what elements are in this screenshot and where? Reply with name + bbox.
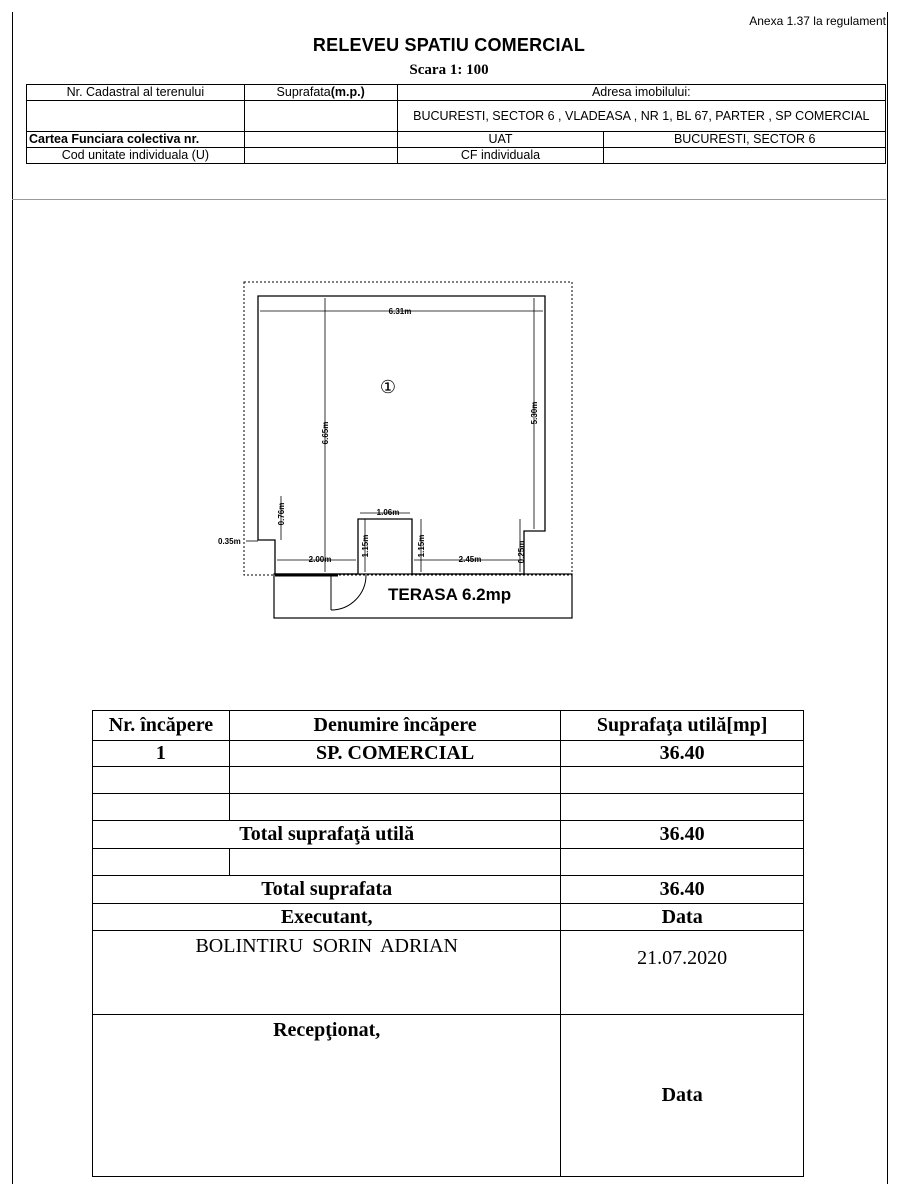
row1-area: 36.40 — [561, 741, 804, 767]
document-title: RELEVEU SPATIU COMERCIAL — [312, 35, 586, 55]
adresa-label: Adresa imobilului: — [397, 85, 885, 101]
col-nr-header: Nr. încăpere — [93, 711, 230, 741]
cod-unitate-label: Cod unitate individuala (U) — [27, 148, 245, 164]
empty-cell — [561, 767, 804, 794]
col-suprafata-header: Suprafaţa utilă[mp] — [561, 711, 804, 741]
door-swing-arc — [331, 575, 366, 610]
data-label: Data — [561, 904, 804, 931]
executant-name: BOLINTIRU SORIN ADRIAN — [93, 931, 561, 1015]
executant-label: Executant, — [93, 904, 561, 931]
empty-cell — [93, 794, 230, 821]
uat-value: BUCURESTI, SECTOR 6 — [604, 132, 886, 148]
scale-label: Scara 1: 100 — [409, 62, 489, 78]
terrace-label: TERASA 6.2mp — [388, 585, 512, 604]
col-denumire-header: Denumire încăpere — [229, 711, 561, 741]
empty-cell — [229, 849, 561, 876]
total-value: 36.40 — [561, 876, 804, 904]
receptionat-data-label: Data — [561, 1015, 804, 1177]
uat-label: UAT — [397, 132, 604, 148]
dim-notch-offset: 0.35m — [218, 537, 241, 546]
cf-colectiva-label: Cartea Funciara colectiva nr. — [27, 132, 245, 148]
dim-right: 5.30m — [530, 401, 539, 425]
empty-cell — [229, 794, 561, 821]
total-utila-value: 36.40 — [561, 821, 804, 849]
empty-cell — [93, 849, 230, 876]
rooms-table — [92, 710, 804, 1177]
total-label: Total suprafata — [93, 876, 561, 904]
total-utila-label: Total suprafaţă utilă — [93, 821, 561, 849]
dim-bottom-left: 2.00m — [308, 555, 332, 564]
room-number: ① — [379, 377, 397, 397]
cf-individuala-label: CF individuala — [397, 148, 604, 164]
dim-notch-left: 0.76m — [277, 502, 286, 526]
empty-cell — [229, 767, 561, 794]
executant-date: 21.07.2020 — [561, 931, 804, 1015]
room-outline — [258, 296, 545, 574]
entry-outline — [275, 519, 524, 574]
dim-right-small: 0.25m — [517, 540, 526, 564]
adresa-value: BUCURESTI, SECTOR 6 , VLADEASA , NR 1, BL 67, PARTER , SP COMERCIAL — [397, 101, 885, 132]
empty-cell — [93, 767, 230, 794]
receptionat-label: Recepţionat, — [93, 1015, 561, 1177]
row1-nr: 1 — [93, 741, 230, 767]
dim-left: 6.65m — [321, 421, 330, 445]
empty-cell — [561, 794, 804, 821]
dim-entry-width: 1.06m — [376, 508, 400, 517]
dim-bottom-right: 2.45m — [458, 555, 482, 564]
nr-cadastral-label: Nr. Cadastral al terenului — [27, 85, 245, 101]
boundary-outline — [244, 282, 572, 575]
suprafata-unit: (m.p.) — [330, 85, 365, 99]
annex-note: Anexa 1.37 la regulament — [749, 14, 886, 28]
suprafata-label: Suprafata(m.p.) — [244, 85, 397, 101]
empty-cell — [561, 849, 804, 876]
row1-name: SP. COMERCIAL — [229, 741, 561, 767]
dim-door-right-h: 1.15m — [417, 534, 426, 558]
dim-door-left-h: 1.15m — [361, 534, 370, 558]
dim-top: 6.31m — [388, 307, 412, 316]
